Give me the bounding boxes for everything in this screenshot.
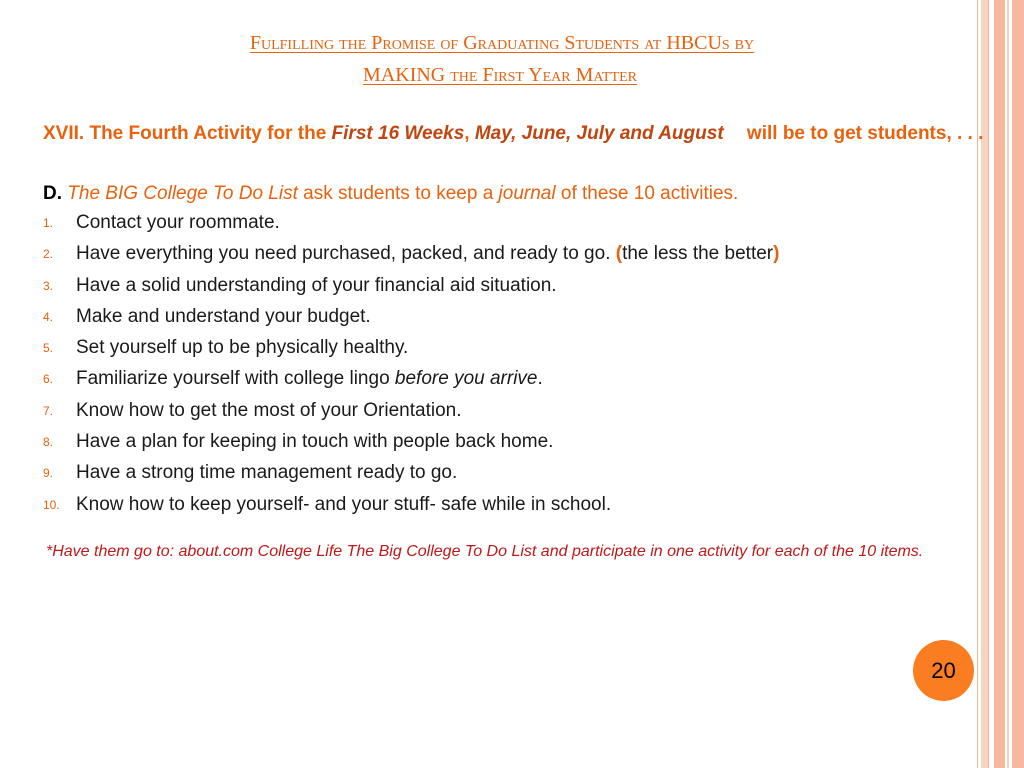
list-number: 10.	[43, 497, 60, 512]
heading-suffix: will be to get students, . . .	[741, 123, 984, 144]
list-number: 1.	[43, 216, 54, 230]
slide-title-line-1: Fulfilling the Promise of Graduating Students at HBCUs by	[249, 32, 755, 54]
decorative-stripe	[981, 0, 988, 768]
list-text: Know how to keep yourself- and your stuff- safe while in school.	[76, 493, 612, 515]
list-number: 6.	[43, 372, 54, 387]
heading-comma: ,	[464, 123, 470, 144]
list-number: 9.	[43, 466, 54, 481]
decorative-stripe	[994, 0, 1005, 768]
list-text-main: Have everything you need purchased, packed, and ready to go.	[76, 243, 616, 265]
section-heading	[43, 120, 988, 148]
list-text: Have a solid understanding of your financial aid situation.	[76, 274, 557, 296]
paren-open: (	[615, 243, 623, 265]
list-number: 4.	[43, 309, 54, 324]
list-text: Have a plan for keeping in touch with people back home.	[76, 431, 554, 453]
paren-close: )	[773, 243, 780, 265]
list-number: 8.	[43, 435, 54, 450]
decorative-stripe	[988, 0, 989, 768]
list-text-main: Familiarize yourself with college lingo	[76, 368, 395, 390]
list-text: Set yourself up to be physically healthy.	[76, 337, 409, 359]
heading-prefix: XVII. The Fourth Activity for the	[43, 123, 332, 144]
heading-emphasis-weeks: First 16 Weeks	[331, 123, 465, 144]
list-text-emphasis: before you arrive	[394, 368, 538, 390]
list-text: Have a strong time management ready to go.	[76, 462, 458, 484]
list-text	[76, 238, 779, 269]
list-text-end: .	[537, 368, 543, 390]
decorative-stripe	[1012, 0, 1024, 768]
subheading-letter: D.	[43, 183, 62, 204]
slide-title-line-2: MAKING the First Year Matter	[363, 64, 637, 86]
page-number-badge: 20	[913, 640, 974, 701]
list-text: Know how to get the most of your Orientation.	[76, 399, 462, 421]
heading-emphasis-months: May, June, July and August	[469, 123, 724, 144]
list-text: Make and understand your budget.	[76, 305, 371, 327]
subheading-end: of these 10 activities.	[555, 183, 739, 204]
list-number: 7.	[43, 403, 54, 418]
list-number: 2.	[43, 247, 54, 262]
footnote: *Have them go to: about.com College Life The Big College To Do List and participate in one activity for each of the 10 items.	[46, 543, 924, 560]
list-number: 3.	[43, 278, 54, 293]
subheading	[43, 182, 738, 206]
list-number: 5.	[43, 341, 54, 356]
paren-text: the less the better	[622, 243, 774, 265]
decorative-stripe	[977, 0, 978, 768]
subheading-mid: ask students to keep a	[297, 183, 499, 204]
decorative-stripe	[1007, 0, 1009, 768]
subheading-list-name: The BIG College To Do List	[62, 183, 298, 204]
list-text	[76, 363, 543, 394]
subheading-journal: journal	[498, 183, 556, 204]
list-text: Contact your roommate.	[76, 212, 280, 233]
